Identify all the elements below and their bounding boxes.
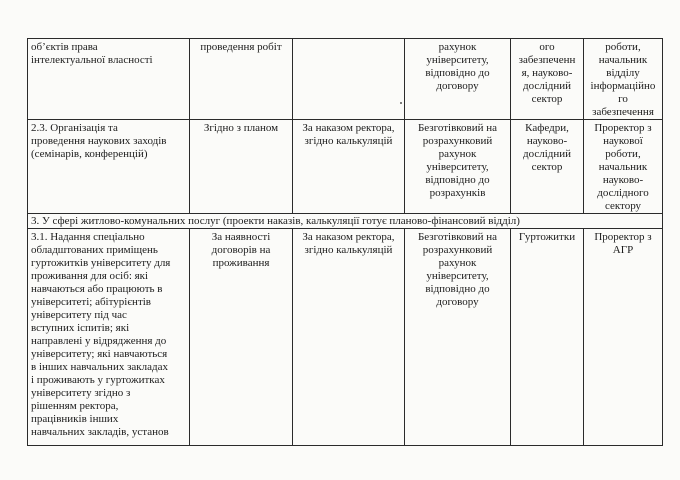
section-heading: 3. У сфері житлово-комунальних послуг (проекти наказів, калькуляції готує планово-фінансовий відділ) (28, 214, 663, 229)
table-cell: За наказом ректора, згідно калькуляцій (293, 120, 405, 214)
table-cell: Проректор з наукової роботи, начальник науково- дослідного сектору (584, 120, 663, 214)
table-cell: Проректор з АГР (584, 229, 663, 446)
table-cell: Безготівковий на розрахунковий рахунок університету, відповідно до розрахунків (405, 120, 511, 214)
table-cell: проведення робіт (190, 39, 293, 120)
table-cell: Згідно з планом (190, 120, 293, 214)
table-cell: Гуртожитки (511, 229, 584, 446)
table-cell (293, 39, 405, 120)
section-row (28, 214, 663, 229)
table-cell: 2.3. Організація та проведення наукових заходів (семінарів, конференцій) (28, 120, 190, 214)
table-cell: Кафедри, науково- дослідний сектор (511, 120, 584, 214)
table-row (28, 229, 663, 446)
table-cell: ого забезпеченн я, науково- дослідний сектор (511, 39, 584, 120)
table-row (28, 120, 663, 214)
table-cell: Безготівковий на розрахунковий рахунок університету, відповідно до договору (405, 229, 511, 446)
table-cell: об’єктів права інтелектуальної власності (28, 39, 190, 120)
table-cell: рахунок університету, відповідно до договору (405, 39, 511, 120)
table-cell: 3.1. Надання спеціально обладштованих приміщень гуртожитків університету для проживання для осіб: які навчаються або працюють в університеті; абітурієнтів університету під час вступних іспитів; які направлені у відрядження до університету; які навчаються в інших навчальних закладах і проживають у гуртожитках університету згідно з рішенням ректора, працівників інших навчальних закладів, установ (28, 229, 190, 446)
services-table (27, 38, 663, 446)
table-cell: роботи, начальник відділу інформаційно го забезпечення (584, 39, 663, 120)
table-cell: За наказом ректора, згідно калькуляцій (293, 229, 405, 446)
table-cell: За наявності договорів на проживання (190, 229, 293, 446)
table-row (28, 39, 663, 120)
scan-speck (400, 102, 402, 104)
